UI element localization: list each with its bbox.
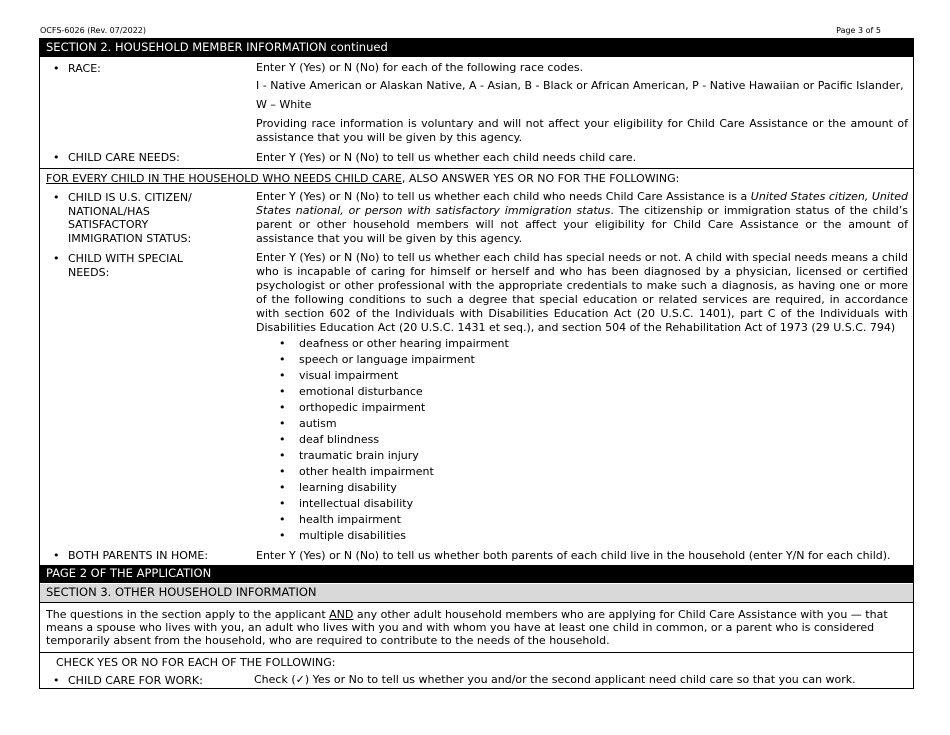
citizen-text-em: United States citizen, United States national, or person with satisfactory immigration status [256, 190, 908, 217]
bullet: • [53, 252, 60, 265]
condition-item [279, 448, 509, 464]
bullet: • [279, 529, 286, 542]
divider [40, 652, 913, 653]
race-line3: W – White [256, 98, 312, 111]
work-text: Check (✓) Yes or No to tell us whether you and/or the second applicant need child care so that you can work. [254, 673, 856, 686]
bullet: • [53, 151, 60, 164]
citizen-label-line4: IMMIGRATION STATUS: [68, 231, 192, 245]
section3-intro-a: The questions in the section apply to the applicant [46, 608, 330, 621]
bullet: • [53, 191, 60, 204]
child-care-needs-label [53, 151, 253, 165]
condition-text: autism [299, 417, 337, 430]
bullet: • [53, 62, 60, 75]
condition-item [279, 528, 509, 544]
condition-item [279, 496, 509, 512]
child-care-needs-text: Enter Y (Yes) or N (No) to tell us whether each child needs child care. [256, 151, 637, 164]
condition-text: speech or language impairment [299, 353, 475, 366]
section3-intro-b: any other adult household members who are applying for Child Care Assistance with you — that means a spouse who lives with you, an adult who lives with you and with whom you have at least one child in common, or a parent who is considered temporarily absent from the household, who are required to contribute to the needs of the household. [46, 608, 888, 647]
condition-item [279, 416, 509, 432]
condition-text: deafness or other hearing impairment [299, 337, 509, 350]
every-child-heading [46, 172, 679, 185]
citizen-label-line2: NATIONAL/HAS [68, 204, 150, 218]
bullet: • [279, 481, 286, 494]
condition-text: learning disability [299, 481, 397, 494]
race-label-text: RACE: [68, 62, 101, 75]
section3-intro-and: AND [329, 608, 354, 621]
bullet: • [279, 369, 286, 382]
condition-item [279, 336, 509, 352]
citizen-text-b: . The citizenship or immigration status of the child’s parent or other household members will not affect your eligibility for Child Care Assistance or the amount of assistance that you will be given by this agency. [256, 203, 908, 245]
check-heading: CHECK YES OR NO FOR EACH OF THE FOLLOWING: [56, 656, 336, 669]
condition-item [279, 432, 509, 448]
bullet: • [279, 433, 286, 446]
every-child-heading-rest: , ALSO ANSWER YES OR NO FOR THE FOLLOWING: [401, 172, 680, 185]
citizen-text [256, 190, 908, 246]
condition-text: intellectual disability [299, 497, 414, 510]
citizen-text-a: Enter Y (Yes) or N (No) to tell us whether each child who needs Child Care Assistance is a [256, 190, 751, 203]
work-label-text: CHILD CARE FOR WORK: [68, 674, 203, 687]
bullet: • [279, 337, 286, 350]
condition-item [279, 480, 509, 496]
child-care-needs-label-text: CHILD CARE NEEDS: [68, 151, 180, 164]
bullet: • [279, 497, 286, 510]
section3-intro [46, 608, 908, 647]
condition-text: multiple disabilities [299, 529, 406, 542]
citizen-label [53, 191, 253, 245]
condition-item [279, 512, 509, 528]
every-child-heading-underlined: FOR EVERY CHILD IN THE HOUSEHOLD WHO NEEDS CHILD CARE [46, 172, 402, 185]
condition-item [279, 400, 509, 416]
special-needs-text: Enter Y (Yes) or N (No) to tell us whether each child has special needs or not. A child with special needs means a child who is incapable of caring for himself or herself and who has been diagnosed by a physician, licensed or certified psychologist or other professional with the appropriate credentials to make such a diagnosis, as having one or more of the following conditions to such a degree that special education or related services are required, in accordance with section 602 of the Individuals with Disabilities Education Act (20 U.S.C. 1401), part C of the Individuals with Disabilities Education Act (20 U.S.C. 1431 et seq.), and section 504 of the Rehabilitation Act of 1973 (29 U.S.C. 794) [256, 251, 908, 334]
condition-item [279, 384, 509, 400]
condition-text: other health impairment [299, 465, 434, 478]
bullet: • [279, 417, 286, 430]
bullet: • [279, 449, 286, 462]
section3-title: SECTION 3. OTHER HOUSEHOLD INFORMATION [40, 584, 913, 602]
bullet: • [279, 385, 286, 398]
bullet: • [279, 465, 286, 478]
race-note: Providing race information is voluntary and will not affect your eligibility for Child Care Assistance or the amount of assistance that you will be given by this agency. [256, 117, 908, 144]
divider [40, 602, 913, 603]
bullet: • [279, 353, 286, 366]
special-needs-label [53, 252, 253, 279]
section2-title: SECTION 2. HOUSEHOLD MEMBER INFORMATION continued [40, 39, 913, 57]
page-number: Page 3 of 5 [836, 26, 881, 35]
bullet: • [279, 513, 286, 526]
condition-text: visual impairment [299, 369, 399, 382]
form-id: OCFS-6026 (Rev. 07/2022) [40, 26, 147, 35]
condition-text: traumatic brain injury [299, 449, 419, 462]
condition-item [279, 368, 509, 384]
page2-band: PAGE 2 OF THE APPLICATION [40, 565, 913, 583]
condition-text: orthopedic impairment [299, 401, 426, 414]
both-parents-text: Enter Y (Yes) or N (No) to tell us whether both parents of each child live in the household (enter Y/N for each child). [256, 549, 891, 562]
both-parents-label-text: BOTH PARENTS IN HOME: [68, 549, 209, 562]
special-needs-conditions-list [279, 336, 509, 544]
condition-text: emotional disturbance [299, 385, 423, 398]
citizen-label-line3: SATISFACTORY [68, 218, 149, 231]
race-line2: I - Native American or Alaskan Native, A - Asian, B - Black or African American, P - Native Hawaiian or Pacific Islander, [256, 79, 904, 92]
form-frame [39, 38, 914, 689]
special-needs-label-line2: NEEDS: [68, 265, 110, 279]
race-label [53, 62, 253, 76]
work-label [53, 674, 253, 688]
bullet: • [53, 549, 60, 562]
condition-text: health impairment [299, 513, 401, 526]
condition-item [279, 352, 509, 368]
bullet: • [53, 674, 60, 687]
citizen-label-line1: CHILD IS U.S. CITIZEN/ [68, 191, 192, 204]
bullet: • [279, 401, 286, 414]
both-parents-label [53, 549, 253, 563]
condition-text: deaf blindness [299, 433, 380, 446]
divider [40, 168, 913, 169]
condition-item [279, 464, 509, 480]
special-needs-label-line1: CHILD WITH SPECIAL [68, 252, 184, 265]
race-line1: Enter Y (Yes) or N (No) for each of the following race codes. [256, 61, 584, 74]
